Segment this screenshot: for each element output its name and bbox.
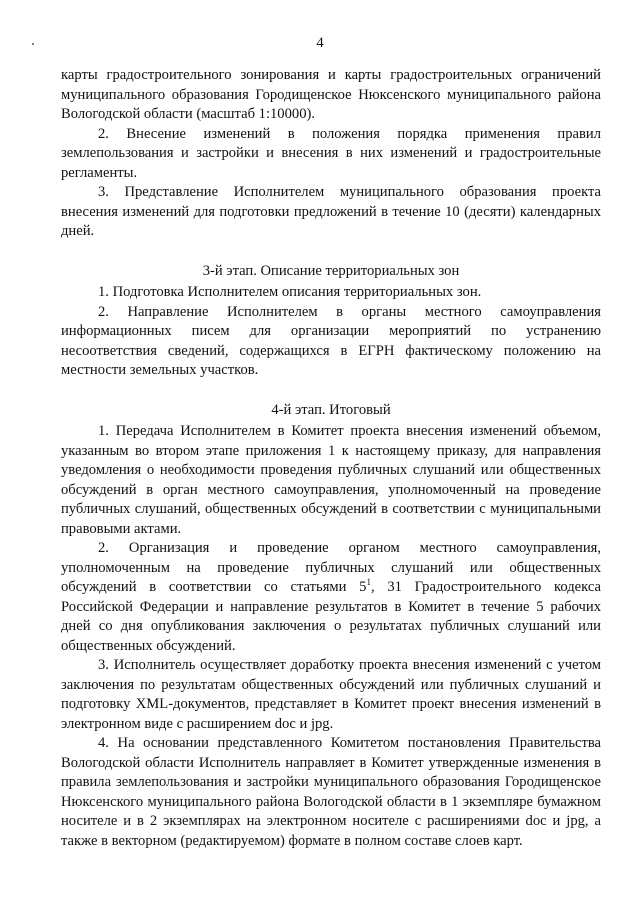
stage-3-item-2: 2. Направление Исполнителем в органы местного самоуправления информационных писем для организации мероприятий по устранению несоответствия сведений, содержащихся в ЕГРН фактическому положению на местности земельных участков. <box>61 303 601 378</box>
stage-4-item-2 <box>61 539 601 656</box>
stage-3-item-1: 1. Подготовка Исполнителем описания территориальных зон. <box>98 284 482 300</box>
stage-3-heading: 3-й этап. Описание территориальных зон <box>202 262 460 279</box>
stage-4-item-2-text-start: 2. Организация и проведение органом местного самоуправления, уполномоченным на проведение публичных слушаний или общественных обсуждений в соответствии со статьями 5 <box>61 540 601 595</box>
stage-4-item-1: 1. Передача Исполнителем в Комитет проекта внесения изменений объемом, указанным во втором этапе приложения 1 к настоящему приказу, для направления уведомления о необходимости проведения публичных слушаний или общественных обсуждений в орган местного самоуправления, уполномоченный на проведение публичных слушаний, общественных обсуждений в соответствии с муниципальными правовыми актами. <box>61 423 601 537</box>
paragraph-continuation: карты градостроительного зонирования и карты градостроительных ограничений муниципального образования Городищенское Нюксенского муниципального района Вологодской области (масштаб 1:10000). <box>61 67 601 122</box>
paragraph-item-2: 2. Внесение изменений в положения порядка применения правил землепользования и застройки и внесения в них изменений и градостроительные регламенты. <box>61 125 601 181</box>
page-number: 4 <box>316 35 324 51</box>
document-body <box>61 66 601 851</box>
paragraph-item-3: 3. Представление Исполнителем муниципального образования проекта внесения изменений для подготовки предложений в течение 10 (десяти) календарных дней. <box>61 184 601 239</box>
stage-4-item-3: 3. Исполнитель осуществляет доработку проекта внесения изменений с учетом заключения по результатам общественных обсуждений или публичных слушаний и подготовку XML-документов, представляет в Комитет проект внесения изменений в электронном виде с расширением doc и jpg. <box>61 657 601 732</box>
stage-4-item-2-text-end: , 31 Градостроительного кодекса Российской Федерации и направление результатов в Комитет в течение 5 рабочих дней со дня опубликования заключения о результатах публичных слушаний или общественных обсуждений. <box>61 579 601 654</box>
article-superscript: 1 <box>366 577 371 588</box>
stage-4-heading: 4-й этап. Итоговый <box>271 401 391 418</box>
stage-4-item-4: 4. На основании представленного Комитетом постановления Правительства Вологодской области Исполнитель направляет в Комитет утвержденные изменения в правила землепользования и застройки муниципального образования Городищенское Нюксенского муниципального района Вологодской области в 1 экземпляре бумажном носителе и в 2 экземплярах на электронном носителе с расширениями doc и jpg, а также в векторном (редактируемом) формате в полном составе слоев карт. <box>61 735 601 849</box>
